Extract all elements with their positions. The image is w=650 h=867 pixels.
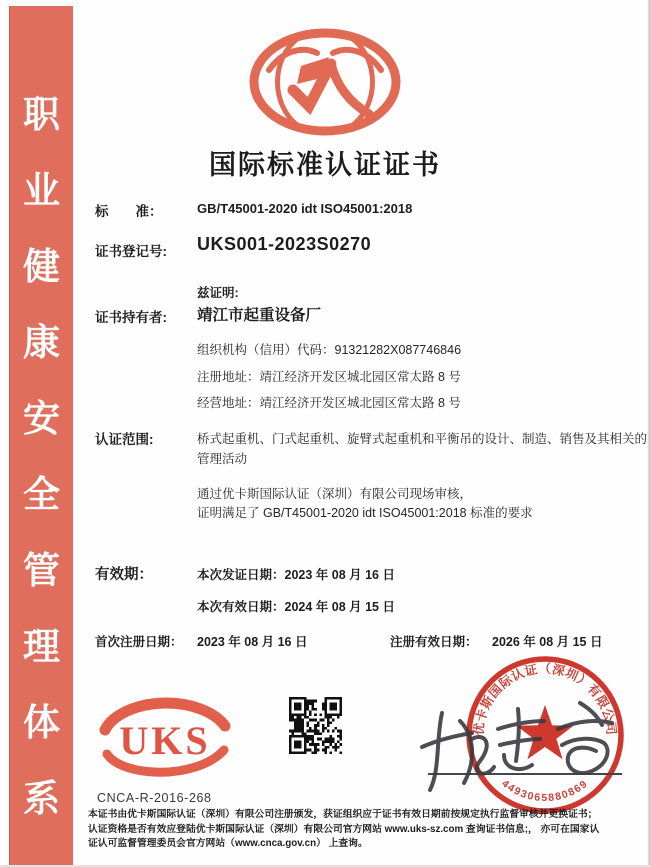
cnca-accreditation-code: CNCA-R-2016-268 bbox=[97, 791, 212, 805]
certificate-number-value: UKS001-2023S0270 bbox=[197, 234, 372, 254]
holder-value: 靖江市起重设备厂 bbox=[197, 307, 322, 324]
footer-line: 证认可监督管理委员会官方网站（www.cnca.gov.cn） 上查询。 bbox=[88, 838, 368, 850]
uks-logo bbox=[95, 690, 235, 782]
footer-disclaimer bbox=[88, 808, 638, 852]
standard-label: 标 准： bbox=[95, 204, 163, 219]
sidebar-banner bbox=[9, 6, 73, 867]
issue-date-line: 本次发证日期：2023 年 08 月 16 日 bbox=[197, 568, 395, 582]
scope-value: 桥式起重机、门式起重机、旋臂式起重机和平衡吊的设计、制造、销售及其相关的管理活动 bbox=[197, 432, 648, 466]
first-registration-value: 2023 年 08 月 16 日 bbox=[197, 635, 308, 649]
footer-line: 本证书由优卡斯国际认证（深圳）有限公司注册颁发，获证组织应于证书有效日期前按规定执行监督审核并更换证书； bbox=[88, 809, 598, 820]
certify-intro: 兹证明: bbox=[197, 286, 239, 300]
signature-handwriting bbox=[420, 695, 635, 800]
sidebar-char: 康 bbox=[23, 322, 60, 363]
uks-logo-text: UKS bbox=[119, 718, 211, 763]
seal-serial-number: 4493065880869 bbox=[499, 777, 591, 805]
validity-label: 有效期： bbox=[95, 567, 153, 583]
scope-label: 认证范围: bbox=[95, 432, 154, 447]
certification-globe-icon bbox=[243, 26, 407, 138]
sidebar-char: 职 bbox=[23, 94, 60, 135]
first-registration-label: 首次注册日期： bbox=[95, 635, 183, 649]
sidebar-char: 系 bbox=[23, 778, 60, 819]
standard-value: GB/T45001-2020 idt ISO45001:2018 bbox=[197, 201, 413, 216]
footer-line: 认证资格是否有效应登陆优卡斯国际认证（深圳）有限公司官方网站 www.uks-sz.com 查询证书信息;， 亦可在国家认 bbox=[88, 823, 600, 835]
sidebar-char: 健 bbox=[23, 246, 60, 287]
sidebar-vertical-title bbox=[10, 96, 73, 817]
sidebar-char: 体 bbox=[23, 702, 60, 743]
sidebar-char: 业 bbox=[23, 170, 60, 211]
registration-valid-label: 注册有效日期： bbox=[390, 635, 478, 649]
valid-until-line: 本次有效日期：2024 年 08 月 15 日 bbox=[197, 600, 395, 614]
certificate-number-label: 证书登记号: bbox=[95, 244, 167, 259]
business-address-line: 经营地址：靖江经济开发区城北园区常太路 8 号 bbox=[197, 396, 461, 410]
seal-company-name: 优卡斯国际认证（深圳）有限公司 bbox=[471, 662, 619, 736]
certificate-title: 国际标准认证证书 bbox=[209, 150, 441, 180]
sidebar-char: 全 bbox=[23, 474, 60, 515]
sidebar-char: 安 bbox=[23, 398, 60, 439]
sidebar-char: 管 bbox=[23, 550, 60, 591]
holder-label: 证书持有者: bbox=[95, 310, 167, 325]
audit-statement-line1: 通过优卡斯国际认证（深圳）有限公司现场审核， bbox=[197, 487, 473, 501]
registration-valid-value: 2026 年 08 月 15 日 bbox=[492, 635, 603, 649]
qr-code bbox=[289, 697, 342, 754]
org-code-line: 组织机构（信用）代码：91321282X087746846 bbox=[197, 343, 462, 357]
audit-statement-line2: 证明满足了 GB/T45001-2020 idt ISO45001:2018 标准的要求 bbox=[197, 506, 533, 520]
registered-address-line: 注册地址：靖江经济开发区城北园区常太路 8 号 bbox=[197, 370, 461, 384]
sidebar-char: 理 bbox=[23, 626, 60, 667]
